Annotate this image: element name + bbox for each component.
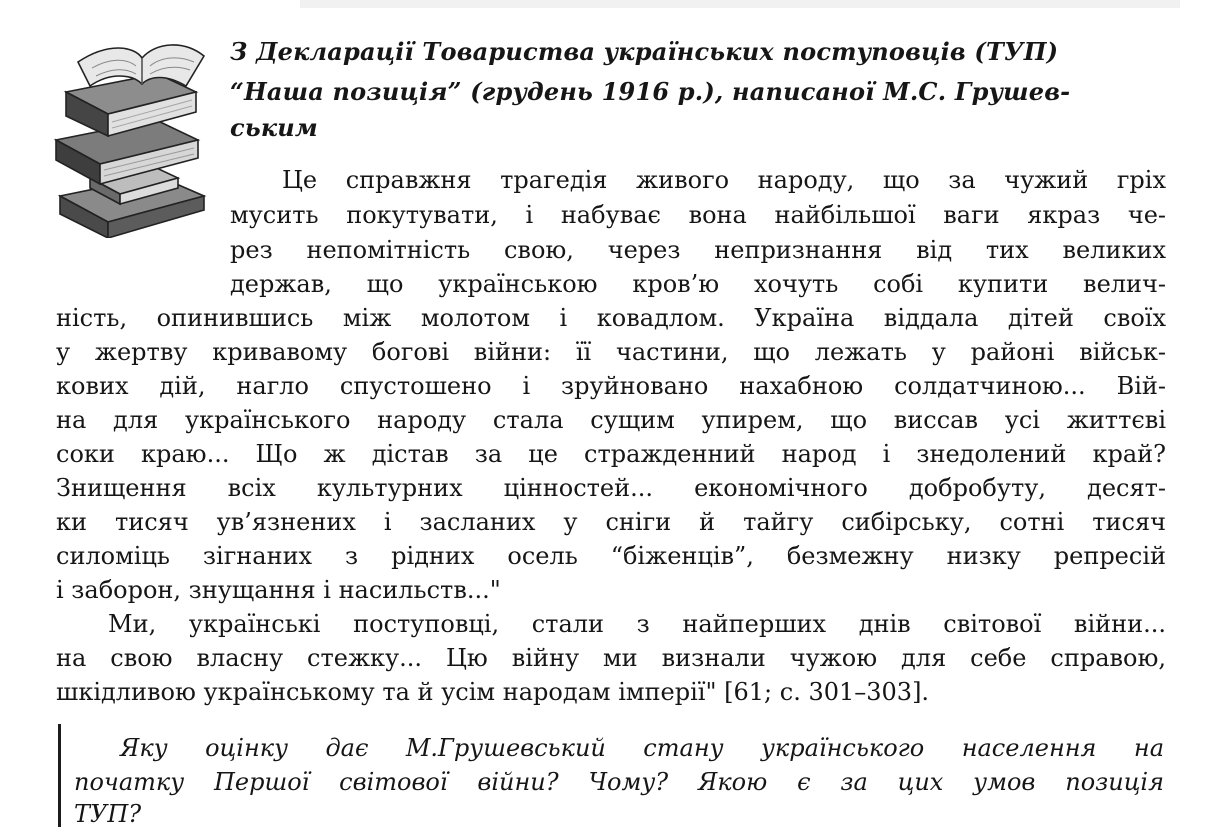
stacked-books-icon	[38, 28, 208, 238]
quote-line: мусить покутувати, і набуває вона найбільшої ваги якраз че-	[230, 201, 1166, 229]
question-line: ТУП?	[74, 800, 142, 828]
quote-line: і заборон, знущання і насильств..."	[56, 576, 501, 604]
quote-line: у жертву кривавому богові війни: її частини, що лежать у районі військ-	[56, 338, 1166, 366]
quote-line: Ми, українські поступовці, стали з найперших днів світової війни...	[108, 610, 1166, 638]
quote-line: шкідливою українському та й усім народам імперії" [61; с. 301–303].	[56, 678, 930, 706]
question-margin-bar	[58, 724, 61, 827]
heading-line-3: ським	[230, 113, 318, 142]
quote-line: на для українського народу стала сущим упирем, що виссав усі життєві	[56, 406, 1166, 434]
quote-line: ність, опинившись між молотом і ковадлом. Україна віддала дітей своїх	[56, 304, 1166, 332]
question-line: початку Першої світової війни? Чому? Якою є за цих умов позиція	[74, 768, 1164, 796]
heading-line-1: З Декларації Товариства українських поступовців (ТУП)	[230, 37, 1059, 66]
quote-line: на свою власну стежку... Цю війну ми визнали чужою для себе справою,	[56, 644, 1166, 672]
heading-line-2: “Наша позиція” (грудень 1916 р.), написаної М.С. Грушев-	[230, 77, 1071, 106]
quote-line: Це справжня трагедія живого народу, що за чужий гріх	[282, 166, 1166, 194]
quote-line: ки тисяч ув’язнених і засланих у сніги й тайгу сибірську, сотні тисяч	[56, 508, 1166, 536]
quote-line: рез непомітність свою, через непризнання від тих великих	[230, 236, 1166, 264]
quote-line: держав, що українською кров’ю хочуть собі купити велич-	[230, 270, 1166, 298]
quote-line: соки краю... Що ж дістав за це стражденний народ і знедолений край?	[56, 440, 1166, 468]
quote-line: силоміць зігнаних з рідних осель “біженців”, безмежну низку репресій	[56, 542, 1166, 570]
question-line: Яку оцінку дає М.Грушевський стану українського населення на	[120, 734, 1164, 762]
quote-line: Знищення всіх культурних цінностей... економічного добробуту, десят-	[56, 474, 1166, 502]
quote-line: кових дій, нагло спустошено і зруйновано нахабною солдатчиною... Вій-	[56, 372, 1166, 400]
bleed-through-strip	[300, 0, 1180, 8]
